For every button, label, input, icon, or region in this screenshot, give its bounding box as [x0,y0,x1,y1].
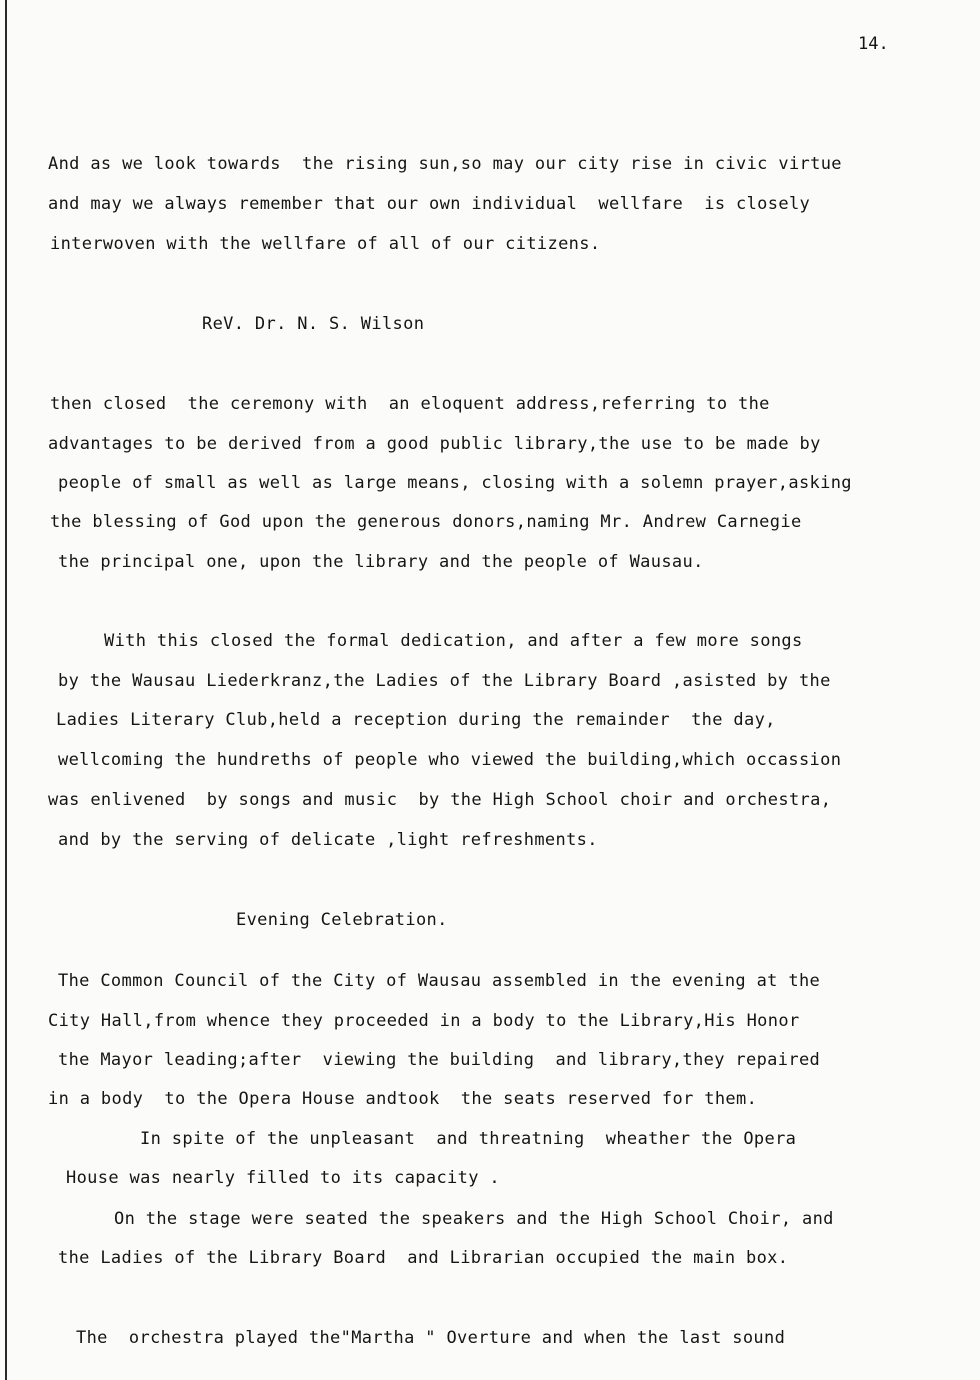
paragraph-4-line-4: in a body to the Opera House andtook the seats reserved for them. [48,1089,758,1109]
evening-celebration-heading: Evening Celebration. [236,910,448,930]
paragraph-1-line-1: And as we look towards the rising sun,so may our city rise in civic virtue [48,154,842,174]
paragraph-2-line-2: advantages to be derived from a good public library,the use to be made by [48,434,821,454]
paragraph-4-line-8: the Ladies of the Library Board and Librarian occupied the main box. [58,1248,789,1268]
page-binding-edge [5,0,7,1380]
paragraph-5-line-1: The orchestra played the"Martha " Overture and when the last sound [76,1328,786,1348]
paragraph-4-line-7: On the stage were seated the speakers and the High School Choir, and [114,1209,834,1229]
paragraph-2-line-1: then closed the ceremony with an eloquent address,referring to the [50,394,770,414]
paragraph-3-line-5: was enlivened by songs and music by the High School choir and orchestra, [48,790,832,810]
paragraph-2-line-5: the principal one, upon the library and the people of Wausau. [58,552,704,572]
paragraph-2-line-4: the blessing of God upon the generous donors,naming Mr. Andrew Carnegie [50,512,802,532]
paragraph-3-line-2: by the Wausau Liederkranz,the Ladies of the Library Board ,asisted by the [58,671,831,691]
page-number: 14. [858,34,889,54]
paragraph-1-line-2: and may we always remember that our own individual wellfare is closely [48,194,811,214]
paragraph-4-line-6: House was nearly filled to its capacity . [66,1168,500,1188]
paragraph-1-line-3: interwoven with the wellfare of all of our citizens. [50,234,601,254]
paragraph-4-line-2: City Hall,from whence they proceeded in a body to the Library,His Honor [48,1011,800,1031]
paragraph-2-line-3: people of small as well as large means, closing with a solemn prayer,asking [58,473,852,493]
paragraph-3-line-4: wellcoming the hundreths of people who viewed the building,which occassion [58,750,842,770]
paragraph-4-line-1: The Common Council of the City of Wausau assembled in the evening at the [58,971,821,991]
speaker-heading: ReV. Dr. N. S. Wilson [202,314,425,334]
paragraph-3-line-6: and by the serving of delicate ,light refreshments. [58,830,598,850]
paragraph-4-line-3: the Mayor leading;after viewing the building and library,they repaired [58,1050,821,1070]
paragraph-4-line-5: In spite of the unpleasant and threatning wheather the Opera [140,1129,797,1149]
paragraph-3-line-3: Ladies Literary Club,held a reception during the remainder the day, [56,710,776,730]
paragraph-3-line-1: With this closed the formal dedication, and after a few more songs [104,631,803,651]
